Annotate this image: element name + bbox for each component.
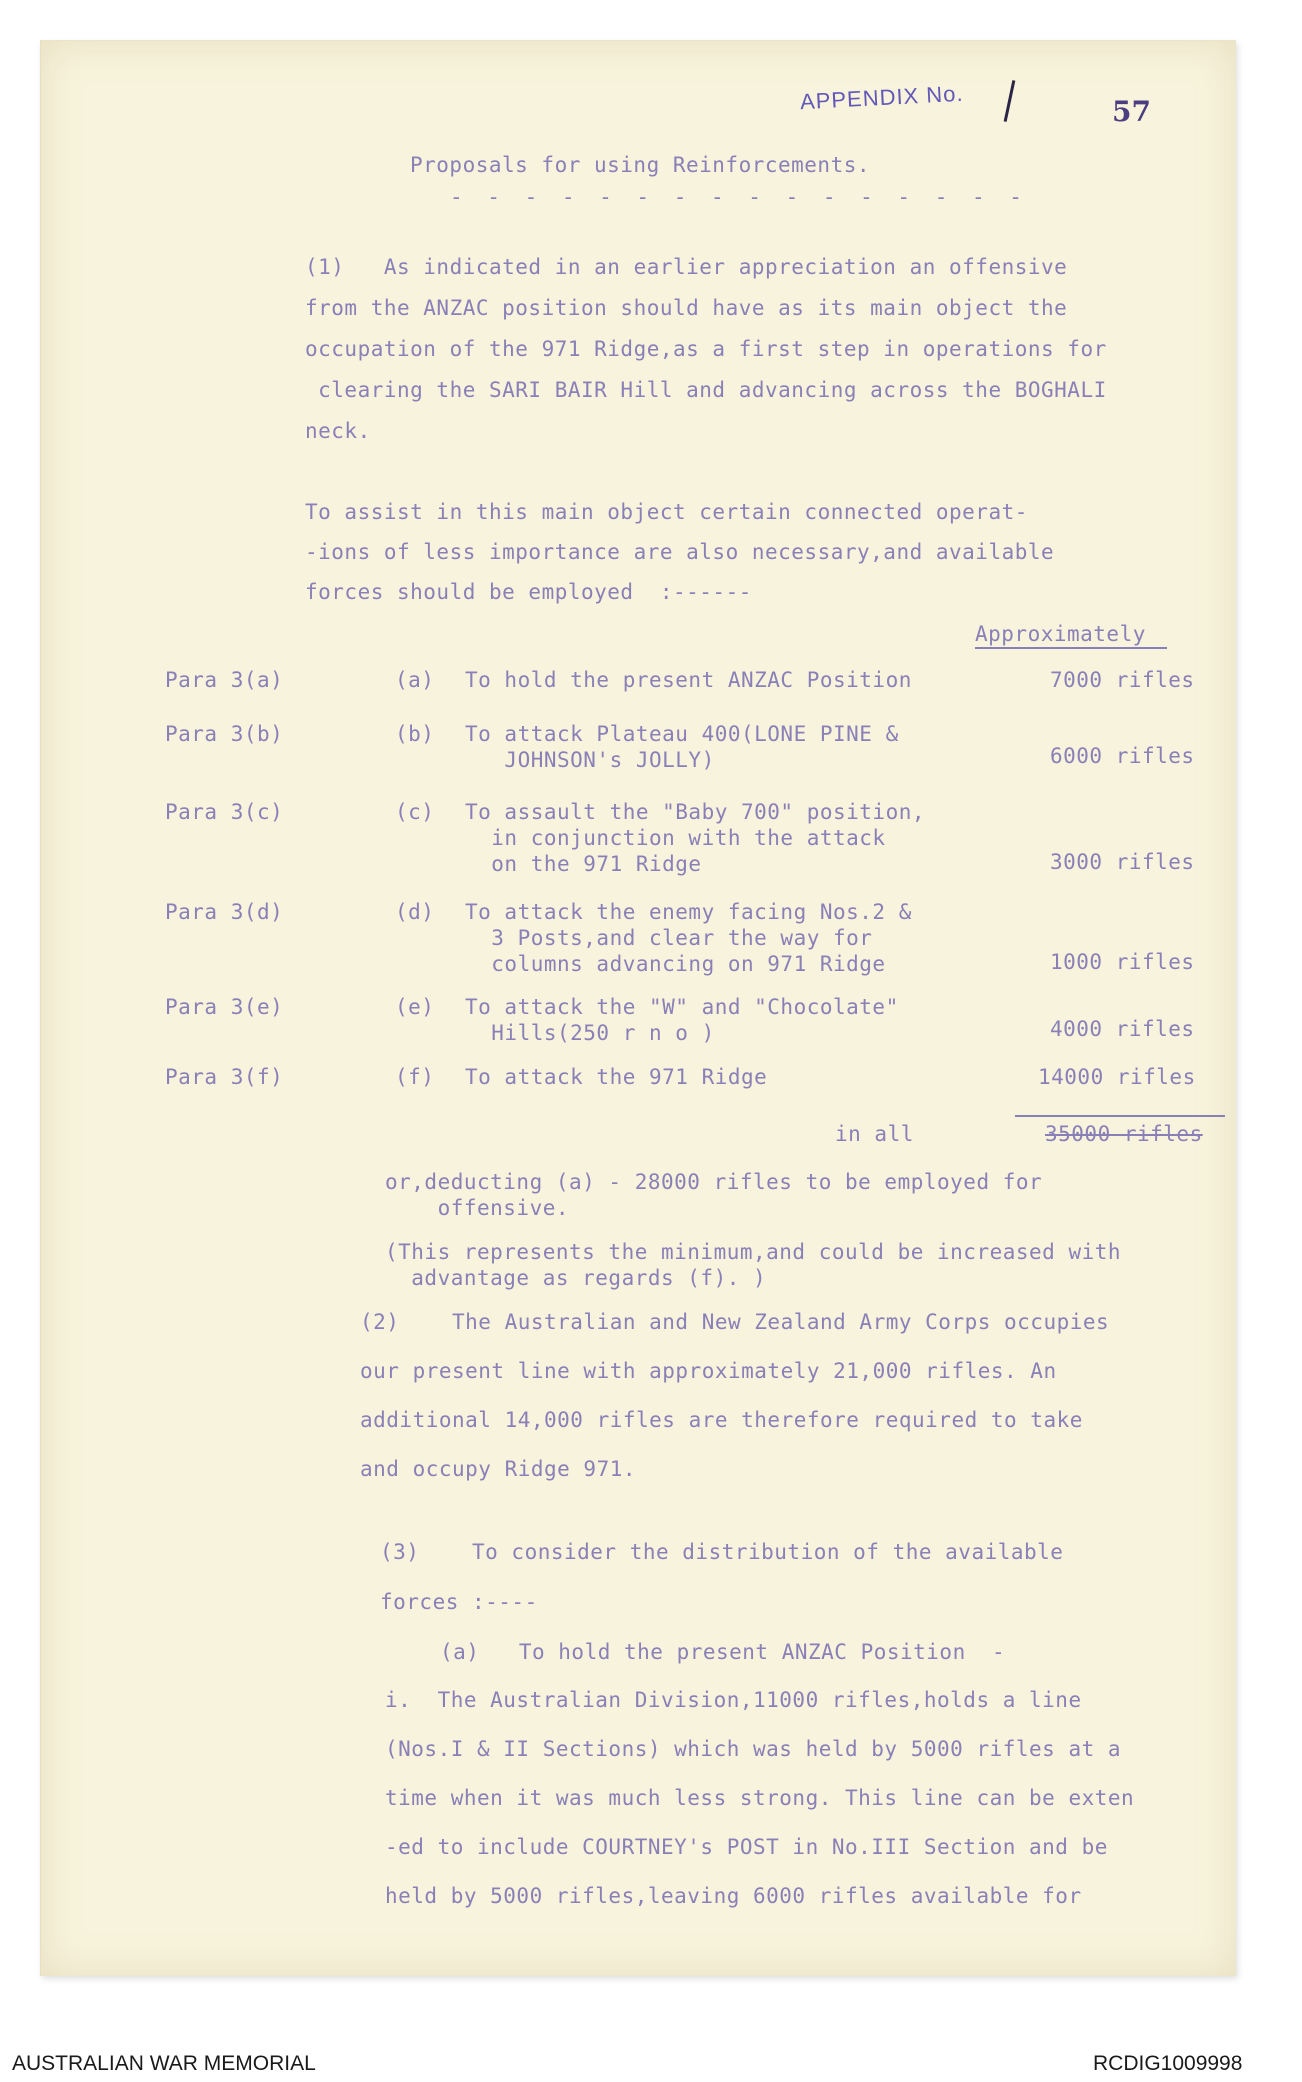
paragraph-line: (2) The Australian and New Zealand Army Corps occupies (360, 1310, 1110, 1334)
paragraph-line: (3) To consider the distribution of the available (380, 1540, 1064, 1564)
paragraph-line: (This represents the minimum,and could be increased with (385, 1240, 1122, 1264)
table-row-description: To attack the "W" and "Chocolate" (465, 995, 899, 1019)
paragraph-line: additional 14,000 rifles are therefore required to take (360, 1408, 1083, 1432)
table-row-description: To attack the 971 Ridge (465, 1065, 768, 1089)
paragraph-line: neck. (305, 419, 371, 443)
table-row-letter: (e) (395, 995, 435, 1019)
document-title: Proposals for using Reinforcements. (410, 153, 871, 177)
paragraph-line: To assist in this main object certain connected operat- (305, 500, 1028, 524)
table-row-description: Hills(250 r n o ) (465, 1021, 715, 1045)
table-row-value: 6000 rifles (1050, 744, 1195, 768)
table-row-ref: Para 3(c) (165, 800, 284, 824)
paragraph-line: from the ANZAC position should have as its main object the (305, 296, 1068, 320)
table-row-ref: Para 3(d) (165, 900, 284, 924)
paragraph-line: and occupy Ridge 971. (360, 1457, 637, 1481)
page-number: 57 (1112, 95, 1151, 128)
paragraph-line: clearing the SARI BAIR Hill and advancing across the BOGHALI (305, 378, 1107, 402)
paragraph-line: -ions of less importance are also necessary,and available (305, 540, 1055, 564)
paragraph-line: offensive. (385, 1196, 570, 1220)
table-row-description: To assault the "Baby 700" position, (465, 800, 926, 824)
paragraph-line: -ed to include COURTNEY's POST in No.III Section and be (385, 1835, 1108, 1859)
table-row-description: columns advancing on 971 Ridge (465, 952, 886, 976)
table-row-value: 1000 rifles (1050, 950, 1195, 974)
table-row-ref: Para 3(a) (165, 668, 284, 692)
table-row-description: JOHNSON's JOLLY) (465, 748, 715, 772)
table-row-description: To attack the enemy facing Nos.2 & (465, 900, 912, 924)
total-value: 35000 rifles (1045, 1122, 1203, 1146)
paragraph-line: occupation of the 971 Ridge,as a first step in operations for (305, 337, 1107, 361)
table-heading: Approximately (975, 622, 1146, 646)
total-rule (1015, 1115, 1225, 1117)
table-row-description: To attack Plateau 400(LONE PINE & (465, 722, 899, 746)
paragraph-line: or,deducting (a) - 28000 rifles to be employed for (385, 1170, 1043, 1194)
table-row-description: To hold the present ANZAC Position (465, 668, 912, 692)
table-row-letter: (b) (395, 722, 435, 746)
paragraph-line: our present line with approximately 21,000 rifles. An (360, 1359, 1057, 1383)
paragraph-line: (Nos.I & II Sections) which was held by 5000 rifles at a (385, 1737, 1122, 1761)
table-row-ref: Para 3(f) (165, 1065, 284, 1089)
table-row-letter: (d) (395, 900, 435, 924)
table-row-letter: (c) (395, 800, 435, 824)
table-row-description: on the 971 Ridge (465, 852, 702, 876)
table-row-value: 3000 rifles (1050, 850, 1195, 874)
paragraph-line: time when it was much less strong. This line can be exten (385, 1786, 1135, 1810)
table-row-description: 3 Posts,and clear the way for (465, 926, 873, 950)
title-underline: - - - - - - - - - - - - - - - - (450, 185, 1028, 209)
table-row-letter: (f) (395, 1065, 435, 1089)
table-heading-underline (975, 647, 1167, 649)
paragraph-line: (1) As indicated in an earlier appreciation an offensive (305, 255, 1068, 279)
paragraph-line: forces should be employed :------ (305, 580, 752, 604)
table-row-value: 7000 rifles (1050, 668, 1195, 692)
paragraph-line: i. The Australian Division,11000 rifles,holds a line (385, 1688, 1082, 1712)
paragraph-line: forces :---- (380, 1590, 538, 1614)
table-row-ref: Para 3(b) (165, 722, 284, 746)
total-label: in all (835, 1122, 914, 1146)
appendix-stamp: APPENDIX No. (799, 80, 965, 115)
footer-institution: AUSTRALIAN WAR MEMORIAL (12, 2052, 316, 2075)
paragraph-3a-heading: (a) To hold the present ANZAC Position - (440, 1640, 1006, 1664)
paragraph-line: advantage as regards (f). ) (385, 1266, 767, 1290)
table-row-ref: Para 3(e) (165, 995, 284, 1019)
footer-record-id: RCDIG1009998 (1093, 2052, 1243, 2075)
table-row-value: 14000 rifles (1038, 1065, 1196, 1089)
table-row-description: in conjunction with the attack (465, 826, 886, 850)
table-row-letter: (a) (395, 668, 435, 692)
table-row-value: 4000 rifles (1050, 1017, 1195, 1041)
paragraph-line: held by 5000 rifles,leaving 6000 rifles available for (385, 1884, 1082, 1908)
